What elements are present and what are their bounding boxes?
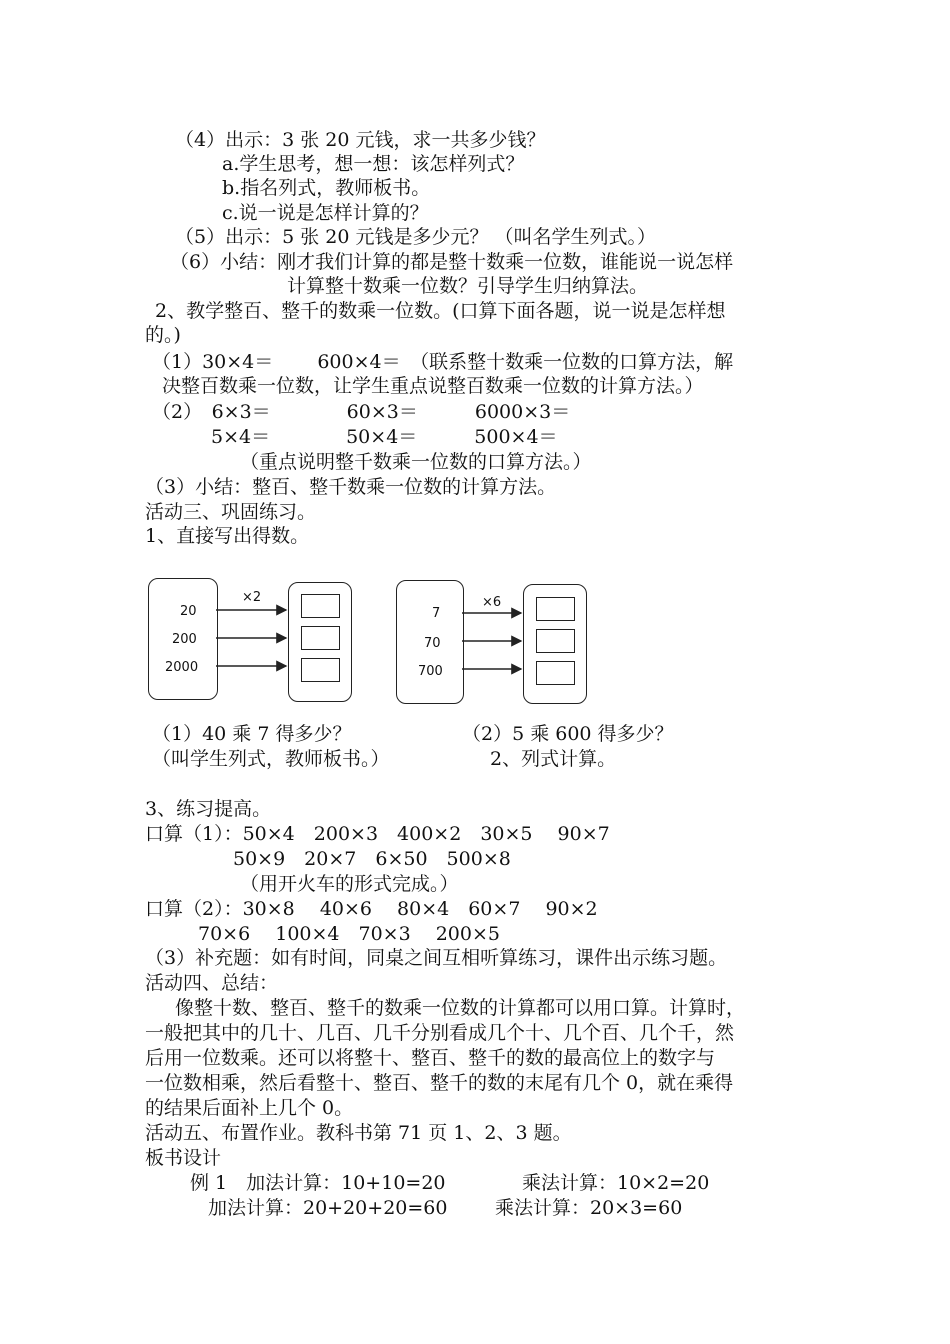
- text-line: 的结果后面补上几个 0。: [145, 1097, 354, 1119]
- input-number: 7: [432, 606, 441, 621]
- input-number: 20: [180, 604, 197, 619]
- text-line: （2）5 乘 600 得多少？: [462, 723, 674, 745]
- text-line: b.指名列式，教师板书。: [222, 177, 431, 199]
- text-line: 乘法计算：10×2=20: [522, 1172, 710, 1194]
- text-line: 一般把其中的几十、几百、几千分别看成几个十、几个百、几个千，然: [145, 1022, 735, 1044]
- input-number: 200: [172, 632, 197, 647]
- text-line: 口算（1）：50×4 200×3 400×2 30×5 90×7: [145, 823, 610, 845]
- text-line: 乘法计算：20×3=60: [495, 1197, 683, 1219]
- text-line: a.学生思考，想一想：该怎样列式？: [222, 153, 525, 175]
- text-line: 70×6 100×4 70×3 200×5: [198, 923, 500, 945]
- text-line: 像整十数、整百、整千的数乘一位数的计算都可以用口算。计算时，: [175, 997, 746, 1019]
- text-line: 活动三、巩固练习。: [145, 501, 317, 523]
- text-line: 5×4＝ 50×4＝ 500×4＝: [211, 426, 558, 448]
- text-line: 计算整十数乘一位数？引导学生归纳算法。: [287, 275, 649, 297]
- text-line: 口算（2）：30×8 40×6 80×4 60×7 90×2: [145, 898, 598, 920]
- text-line: （3）小结：整百、整千数乘一位数的计算方法。: [145, 476, 557, 498]
- text-line: 活动五、布置作业。教科书第 71 页 1、2、3 题。: [145, 1122, 572, 1144]
- text-line: 决整百数乘一位数，让学生重点说整百数乘一位数的计算方法。）: [162, 375, 704, 397]
- operator-label: ×2: [242, 590, 262, 605]
- text-line: 板书设计: [145, 1147, 222, 1169]
- text-line: （用开火车的形式完成。）: [240, 873, 459, 895]
- text-line: 加法计算：20+20+20=60: [208, 1197, 448, 1219]
- text-line: 后用一位数乘。还可以将整十、整百、整千的数的最高位上的数字与: [145, 1047, 716, 1069]
- text-line: 2、列式计算。: [490, 748, 617, 770]
- input-number: 70: [424, 636, 441, 651]
- text-line: 一位数相乘，然后看整十、整百、整千的数的末尾有几个 0，就在乘得: [145, 1072, 734, 1094]
- text-line: 1、直接写出得数。: [145, 525, 310, 547]
- text-line: 的。): [145, 324, 181, 346]
- text-line: （叫学生列式，教师板书。）: [152, 748, 390, 770]
- text-line: 活动四、总结：: [145, 972, 279, 994]
- text-line: （6）小结：刚才我们计算的都是整十数乘一位数，谁能说一说怎样: [170, 251, 734, 273]
- text-line: （1）30×4＝ 600×4＝ （联系整十数乘一位数的口算方法，解: [152, 351, 734, 373]
- text-line: （2） 6×3＝ 60×3＝ 6000×3＝: [152, 401, 571, 423]
- text-line: （3）补充题：如有时间，同桌之间互相听算练习，课件出示练习题。: [145, 947, 728, 969]
- text-line: （1）40 乘 7 得多少？: [152, 723, 352, 745]
- operator-label: ×6: [482, 595, 502, 610]
- text-line: （重点说明整千数乘一位数的口算方法。）: [240, 451, 592, 473]
- text-line: 50×9 20×7 6×50 500×8: [233, 848, 511, 870]
- text-line: （5）出示：5 张 20 元钱是多少元？ （叫名学生列式。）: [175, 226, 657, 248]
- text-line: （4）出示：3 张 20 元钱，求一共多少钱？: [175, 129, 546, 151]
- text-line: 例 1 加法计算：10+10=20: [190, 1172, 446, 1194]
- input-number: 2000: [165, 660, 199, 675]
- text-line: 3、练习提高。: [145, 798, 272, 820]
- text-line: c.说一说是怎样计算的？: [222, 202, 429, 224]
- text-line: 2、教学整百、整千的数乘一位数。(口算下面各题，说一说是怎样想: [155, 300, 726, 322]
- input-number: 700: [418, 664, 443, 679]
